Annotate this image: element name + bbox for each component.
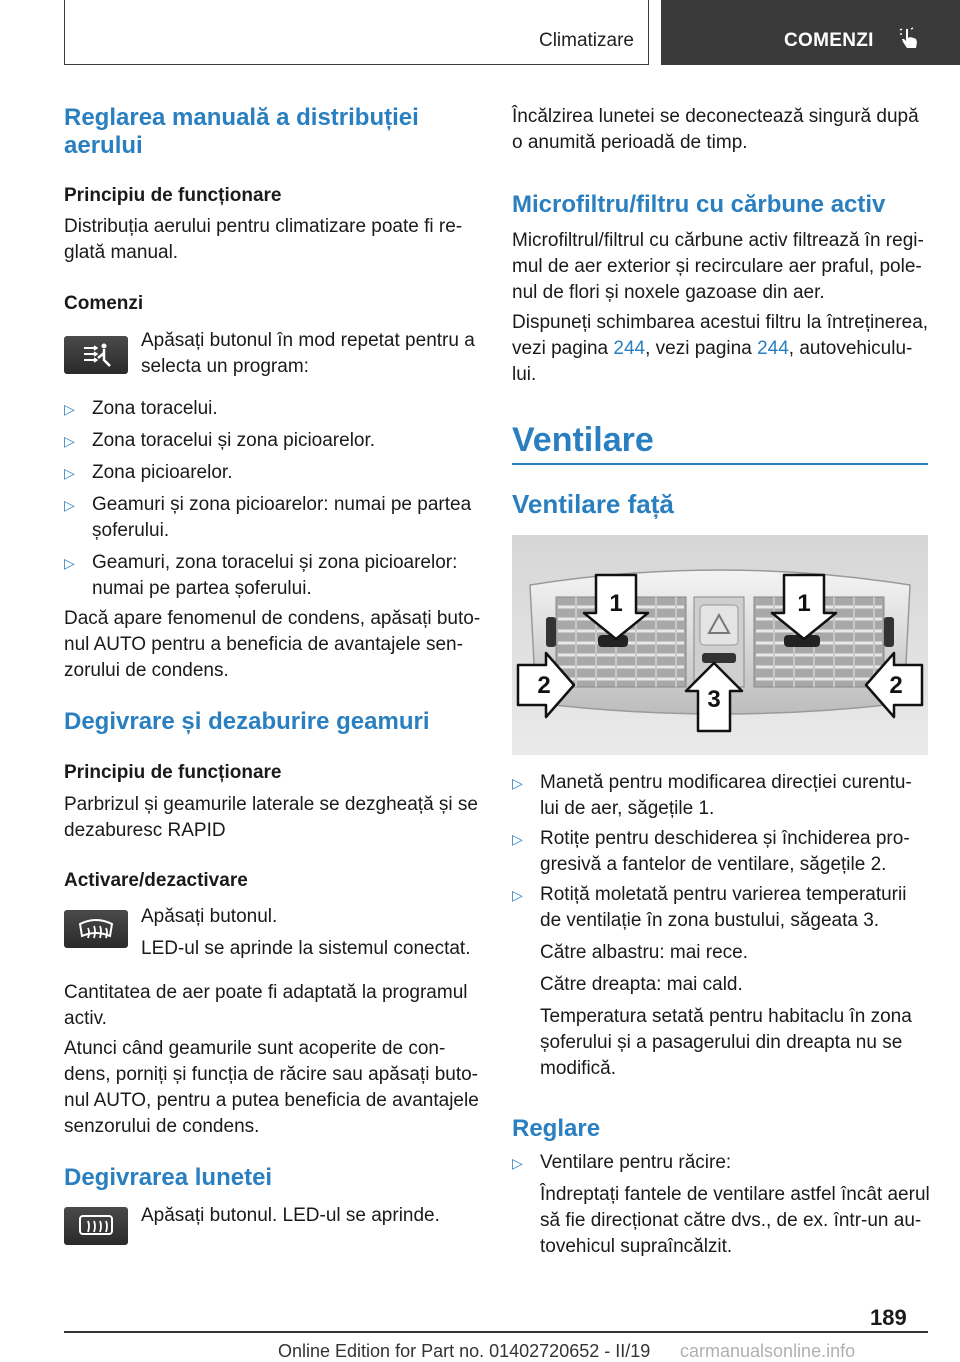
paragraph-windshield — [64, 792, 478, 844]
text-line: Ventilare pentru răcire: — [540, 1152, 732, 1173]
text-line: Geamuri, zona toracelui și zona picioarelor: — [92, 552, 458, 573]
paragraph-windows-covered — [64, 1036, 479, 1140]
text-line: Încălzirea lunetei se deconectează singură după — [512, 106, 919, 127]
text-line: mul de aer exterior și recirculare aer praful, pole- — [512, 256, 922, 277]
arrow-label: 2 — [537, 672, 551, 699]
text-line: Manetă pentru modificarea direcției curentu- — [540, 772, 912, 793]
text-span: , vezi pagina — [645, 338, 758, 359]
paragraph-towards-blue: Către albastru: mai rece. — [540, 942, 749, 963]
triangle-bullet-icon: ▷ — [512, 831, 523, 847]
subheading-principle: Principiu de funcționare — [64, 762, 282, 783]
paragraph-direct-vents — [540, 1182, 930, 1260]
text-line: tovehicul supraîncălzit. — [540, 1236, 733, 1257]
paragraph-temperature-setting — [540, 1004, 912, 1082]
paragraph-distribution — [64, 214, 462, 266]
text-line: Rotiță moletată pentru varierea temperaturii — [540, 884, 907, 905]
paragraph-press-rear: Apăsați butonul. LED-ul se aprinde. — [141, 1205, 440, 1226]
text-line: Zona toracelui. — [92, 398, 218, 419]
text-line: Parbrizul și geamurile laterale se dezgheață și se — [64, 794, 478, 815]
text-span: , autovehiculu- — [788, 338, 913, 359]
text-line: de ventilație în zona bustului, săgeata 3. — [540, 910, 880, 931]
paragraph-towards-right: Către dreapta: mai cald. — [540, 974, 743, 995]
page-link-244[interactable]: 244 — [613, 338, 646, 359]
triangle-bullet-icon: ▷ — [64, 401, 75, 417]
heading-line: aerului — [64, 132, 143, 159]
paragraph-air-quantity — [64, 980, 468, 1032]
triangle-bullet-icon: ▷ — [64, 465, 75, 481]
arrow-label: 1 — [797, 590, 811, 617]
text-line: șoferului și a pasagerului din dreapta nu se — [540, 1032, 903, 1053]
text-line: Zona picioarelor. — [92, 462, 233, 483]
subheading-controls: Comenzi — [64, 293, 144, 314]
text-line: o anumită perioadă de timp. — [512, 132, 748, 153]
text-line: Geamuri și zona picioarelor: numai pe partea — [92, 494, 472, 515]
heading-manual-distribution — [64, 104, 419, 160]
paragraph-condensation — [64, 606, 480, 684]
windshield-defrost-button-icon — [64, 910, 128, 948]
text-line: zorului de condens. — [64, 660, 229, 681]
text-line: activ. — [64, 1008, 107, 1029]
paragraph-press-repeat — [141, 328, 475, 380]
triangle-bullet-icon: ▷ — [512, 775, 523, 791]
paragraph-filter-service — [512, 310, 928, 388]
arrow-label: 2 — [889, 672, 903, 699]
hand-pointer-icon — [897, 26, 923, 52]
heading-microfilter: Microfiltru/filtru cu cărbune activ — [512, 191, 886, 218]
arrow-label: 3 — [707, 686, 721, 713]
triangle-bullet-icon: ▷ — [64, 433, 75, 449]
text-line: numai pe partea șoferului. — [92, 578, 312, 599]
heading-rear-defrost: Degivrarea lunetei — [64, 1164, 273, 1191]
text-line: Dacă apare fenomenul de condens, apăsați buto- — [64, 608, 481, 629]
heading-front-ventilation: Ventilare față — [512, 489, 674, 519]
text-line: modifică. — [540, 1058, 617, 1079]
text-line: nul AUTO pentru a beneficia de avantajele sen- — [64, 634, 463, 655]
text-line: Temperatura setată pentru habitaclu în zona — [540, 1006, 912, 1027]
text-line — [512, 336, 928, 362]
triangle-bullet-icon: ▷ — [512, 887, 523, 903]
text-line: dens, porniți și funcția de răcire sau apăsați buto- — [64, 1064, 479, 1085]
header-section-title: Climatizare — [538, 30, 634, 51]
footer-watermark: carmanualsonline.info — [680, 1341, 856, 1361]
section-divider — [512, 463, 928, 465]
page-link-244[interactable]: 244 — [757, 338, 789, 359]
subheading-principle: Principiu de funcționare — [64, 185, 282, 206]
text-line: dezaburesc RAPID — [64, 820, 226, 841]
paragraph-rear-heating-off — [512, 104, 919, 156]
subheading-activation: Activare/dezactivare — [64, 870, 248, 891]
text-line: selecta un program: — [141, 356, 309, 377]
text-line: lui de aer, săgețile 1. — [540, 798, 715, 819]
arrow-label: 1 — [609, 590, 623, 617]
triangle-bullet-icon: ▷ — [64, 497, 75, 513]
heading-ventilation: Ventilare — [512, 421, 654, 459]
text-line: Microfiltrul/filtrul cu cărbune activ filtrează în regi- — [512, 230, 924, 251]
header-chapter-title: COMENZI — [784, 30, 874, 51]
text-line: Îndreptați fantele de ventilare astfel încât aerul — [540, 1184, 930, 1205]
text-line: șoferului. — [92, 520, 170, 541]
text-line: Atunci când geamurile sunt acoperite de con- — [64, 1038, 446, 1059]
heading-line: Reglarea manuală a distribuției — [64, 104, 419, 131]
text-line: nul AUTO, pentru a putea beneficia de avantajele — [64, 1090, 479, 1111]
text-line: să fie direcționat către dvs., de ex. într-un au- — [540, 1210, 922, 1231]
front-vent-illustration — [512, 535, 928, 755]
text-line: Distribuția aerului pentru climatizare poate fi re- — [64, 216, 463, 237]
text-line: gresivă a fantelor de ventilare, săgețile 2. — [540, 854, 887, 875]
text-line: glată manual. — [64, 242, 179, 263]
header-chapter-tab — [661, 0, 960, 65]
air-distribution-button-icon — [64, 336, 128, 374]
text-line: lui. — [512, 364, 537, 385]
page-number: 189 — [870, 1305, 907, 1330]
text-line: nul de flori și noxele gazoase din aer. — [512, 282, 825, 303]
paragraph-microfilter — [512, 228, 924, 306]
text-line: Dispuneți schimbarea acestui filtru la întreținerea, — [512, 312, 929, 333]
header-section-box — [64, 0, 649, 65]
triangle-bullet-icon: ▷ — [64, 555, 75, 571]
text-line: Apăsați butonul în mod repetat pentru a — [141, 330, 475, 351]
paragraph-led-on: LED-ul se aprinde la sistemul conectat. — [141, 938, 471, 959]
triangle-bullet-icon: ▷ — [512, 1155, 523, 1171]
footer-edition: Online Edition for Part no. 01402720652 - II/19 — [278, 1341, 651, 1361]
heading-defrost: Degivrare și dezaburire geamuri — [64, 708, 430, 735]
text-line: Cantitatea de aer poate fi adaptată la programul — [64, 982, 468, 1003]
paragraph-press-button: Apăsați butonul. — [141, 906, 278, 927]
text-line: Rotițe pentru deschiderea și închiderea pro- — [540, 828, 910, 849]
text-line: senzorului de condens. — [64, 1116, 260, 1137]
text-span: vezi pagina — [512, 338, 614, 359]
text-line: Zona toracelui și zona picioarelor. — [92, 430, 376, 451]
heading-adjustment: Reglare — [512, 1115, 601, 1142]
footer-divider — [64, 1331, 928, 1333]
rear-window-defrost-button-icon — [64, 1207, 128, 1245]
